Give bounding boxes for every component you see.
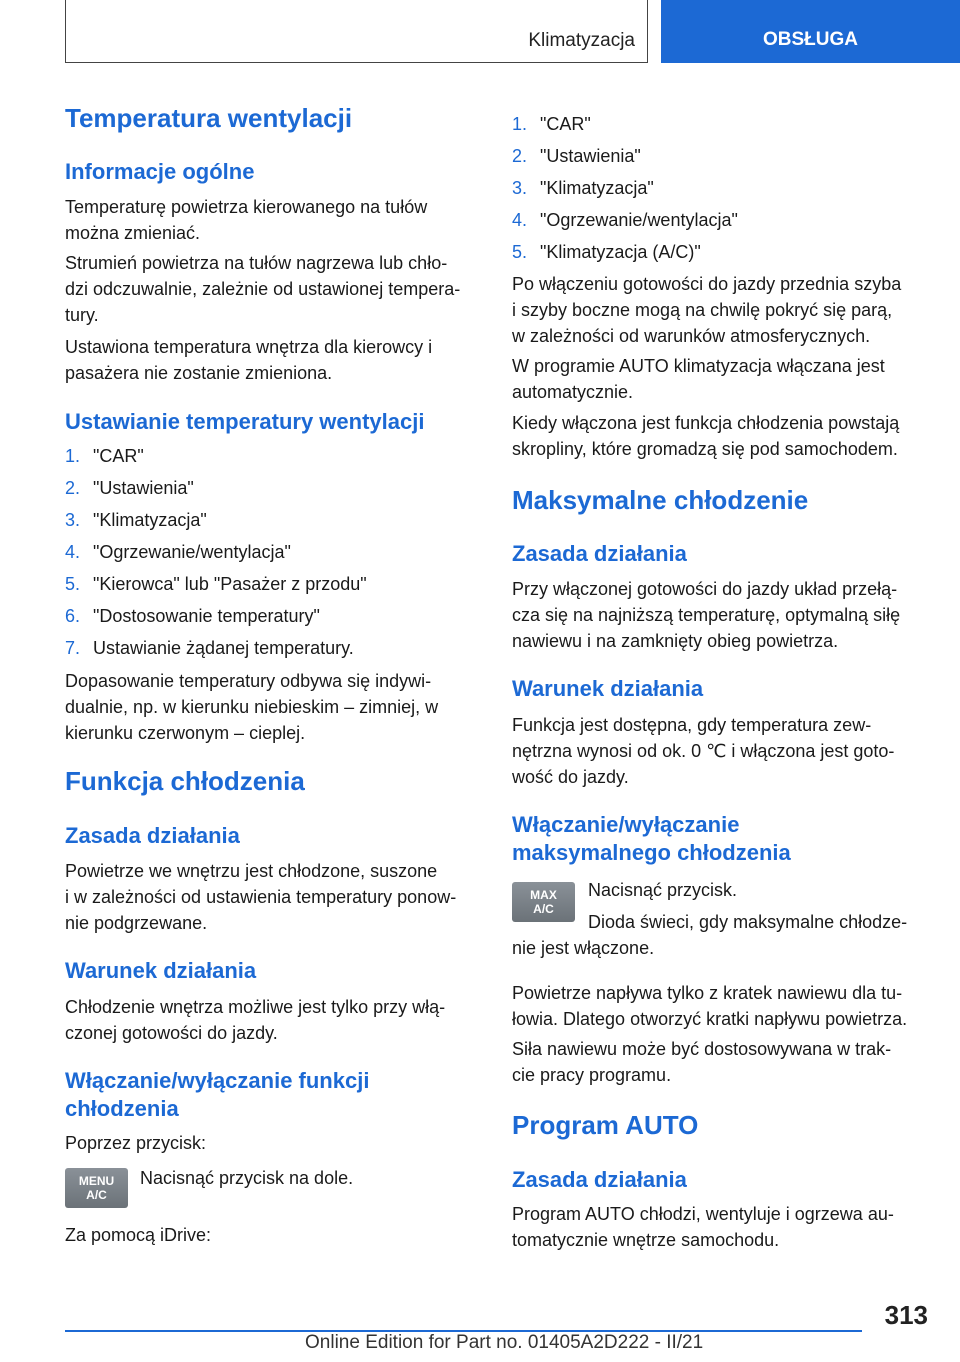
paragraph-line: Strumień powietrza na tułów nagrzewa lub chło-	[65, 253, 448, 273]
paragraph-line: i szyby boczne mogą na chwilę pokryć się parą,	[512, 300, 893, 320]
heading-zasada-dzialania: Zasada działania	[65, 823, 240, 848]
paragraph-line: Nacisnąć przycisk na dole.	[140, 1168, 354, 1188]
paragraph-line: Program AUTO chłodzi, wentyluje i ogrzewa au-	[512, 1204, 894, 1224]
paragraph-line: i w zależności od ustawienia temperatury ponow-	[65, 887, 457, 907]
paragraph-line: nie jest włączone.	[512, 938, 655, 958]
section-title: Klimatyzacja	[528, 30, 635, 51]
paragraph-line: nie podgrzewane.	[65, 913, 208, 933]
paragraph-line: czonej gotowości do jazdy.	[65, 1023, 278, 1043]
header-box	[65, 0, 648, 63]
list-item: 4. "Ogrzewanie/wentylacja"	[512, 210, 738, 230]
paragraph-line: nawiewu i na zamknięty obieg powietrza.	[512, 631, 839, 651]
paragraph-line: Chłodzenie wnętrza możliwe jest tylko przy włą-	[65, 997, 446, 1017]
paragraph-line: Kiedy włączona jest funkcja chłodzenia powstają	[512, 413, 900, 433]
list-item: 4. "Ogrzewanie/wentylacja"	[65, 542, 291, 562]
heading-wlaczanie-wylaczanie-cont: chłodzenia	[65, 1096, 179, 1121]
paragraph-line: można zmieniać.	[65, 223, 201, 243]
heading-ustawianie-temperatury: Ustawianie temperatury wentylacji	[65, 409, 425, 434]
paragraph-line: Powietrze we wnętrzu jest chłodzone, suszone	[65, 861, 438, 881]
paragraph-line: Ustawiona temperatura wnętrza dla kierowcy i	[65, 337, 433, 357]
heading-temperatura-wentylacji: Temperatura wentylacji	[65, 103, 353, 133]
heading-informacje-ogolne: Informacje ogólne	[65, 159, 255, 184]
heading-zasada-dzialania: Zasada działania	[512, 541, 687, 566]
paragraph-line: cza się na najniższą temperaturę, optymalną siłę	[512, 605, 901, 625]
paragraph-line: automatycznie.	[512, 382, 634, 402]
paragraph-line: cie pracy programu.	[512, 1065, 672, 1085]
heading-warunek-dzialania: Warunek działania	[512, 676, 704, 701]
heading-wlaczanie-wylaczanie-max-cont: maksymalnego chłodzenia	[512, 840, 791, 865]
paragraph-line: Temperaturę powietrza kierowanego na tułów	[65, 197, 428, 217]
paragraph-line: nętrzna wynosi od ok. 0 ℃ i włączona jest goto-	[512, 741, 895, 761]
heading-maksymalne-chlodzenie: Maksymalne chłodzenie	[512, 485, 809, 515]
paragraph-line: Funkcja jest dostępna, gdy temperatura zew-	[512, 715, 872, 735]
heading-wlaczanie-wylaczanie-max: Włączanie/wyłączanie	[512, 812, 740, 837]
paragraph-line: W programie AUTO klimatyzacja włączana jest	[512, 356, 885, 376]
heading-funkcja-chlodzenia: Funkcja chłodzenia	[65, 766, 305, 796]
paragraph-line: tury.	[65, 305, 99, 325]
paragraph-line: tomatycznie wnętrze samochodu.	[512, 1230, 780, 1250]
menu-ac-button-icon: MENU A/C	[65, 1168, 128, 1208]
chapter-tab: OBSŁUGA	[661, 0, 960, 63]
list-item: 1. "CAR"	[65, 446, 144, 466]
list-item: 5. "Kierowca" lub "Pasażer z przodu"	[65, 574, 367, 594]
heading-zasada-dzialania: Zasada działania	[512, 1167, 687, 1192]
paragraph-line: skropliny, które gromadzą się pod samochodem.	[512, 439, 898, 459]
paragraph-line: wość do jazdy.	[512, 767, 629, 787]
paragraph-line: łowia. Dlatego otworzyć kratki napływu powietrza.	[512, 1009, 908, 1029]
paragraph-line: Dopasowanie temperatury odbywa się indywi-	[65, 671, 432, 691]
paragraph-line: Przy włączonej gotowości do jazdy układ przełą-	[512, 579, 898, 599]
paragraph-line: Nacisnąć przycisk.	[588, 880, 738, 900]
heading-warunek-dzialania: Warunek działania	[65, 958, 257, 983]
paragraph-line: kierunku czerwonym – cieplej.	[65, 723, 306, 743]
max-ac-button-icon: MAX A/C	[512, 882, 575, 922]
paragraph-line: Za pomocą iDrive:	[65, 1225, 212, 1245]
list-item: 6. "Dostosowanie temperatury"	[65, 606, 320, 626]
list-item: 3. "Klimatyzacja"	[512, 178, 654, 198]
list-item: 3. "Klimatyzacja"	[65, 510, 207, 530]
list-item: 2. "Ustawienia"	[512, 146, 641, 166]
paragraph-line: Poprzez przycisk:	[65, 1133, 207, 1153]
list-item: 5. "Klimatyzacja (A/C)"	[512, 242, 701, 262]
footer-edition: Online Edition for Part no. 01405A2D222 - II/21	[305, 1332, 704, 1353]
list-item: 1. "CAR"	[512, 114, 591, 134]
paragraph-line: Dioda świeci, gdy maksymalne chłodze-	[588, 912, 908, 932]
paragraph-line: dzi odczuwalnie, zależnie od ustawionej tempera-	[65, 279, 461, 299]
paragraph-line: w zależności od warunków atmosferycznych.	[512, 326, 871, 346]
heading-wlaczanie-wylaczanie: Włączanie/wyłączanie funkcji	[65, 1068, 370, 1093]
paragraph-line: pasażera nie zostanie zmieniona.	[65, 363, 333, 383]
list-item: 2. "Ustawienia"	[65, 478, 194, 498]
paragraph-line: Powietrze napływa tylko z kratek nawiewu dla tu-	[512, 983, 903, 1003]
paragraph-line: Siła nawiewu może być dostosowywana w trak-	[512, 1039, 892, 1059]
heading-program-auto: Program AUTO	[512, 1110, 699, 1140]
paragraph-line: Po włączeniu gotowości do jazdy przednia szyba	[512, 274, 902, 294]
paragraph-line: dualnie, np. w kierunku niebieskim – zimniej, w	[65, 697, 439, 717]
list-item: 7. Ustawianie żądanej temperatury.	[65, 638, 354, 658]
page-number: 313	[884, 1300, 928, 1330]
